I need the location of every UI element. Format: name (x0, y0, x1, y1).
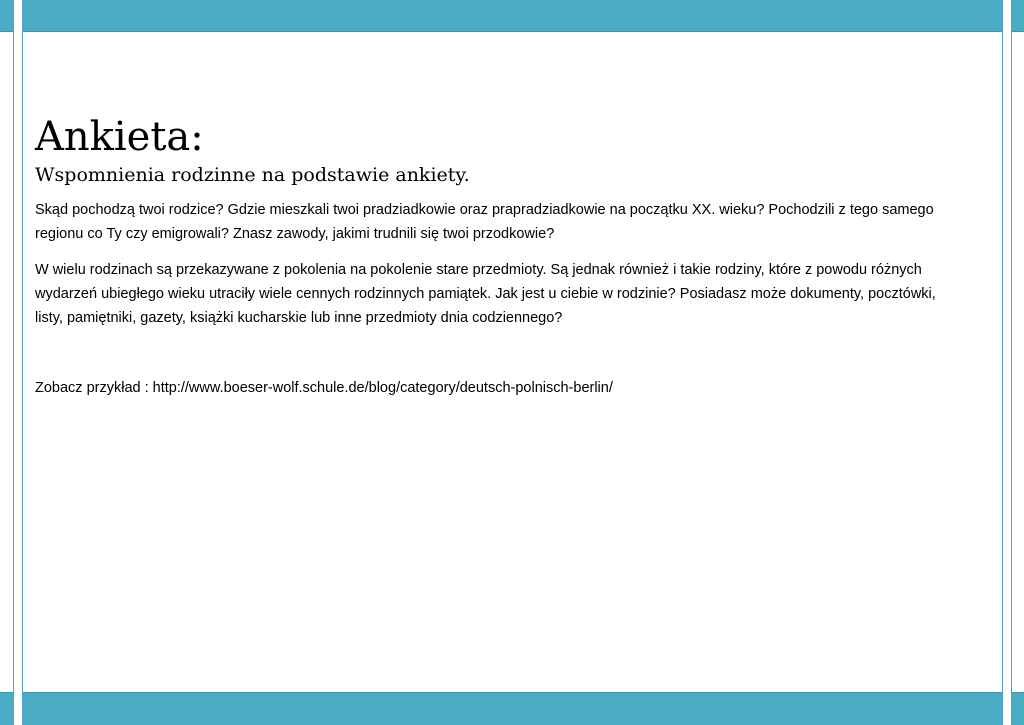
left-border-strip (13, 0, 23, 725)
page-title: Ankieta: (35, 114, 204, 160)
document-body (35, 112, 965, 400)
right-border-strip (1002, 0, 1012, 725)
paragraph-heirlooms: W wielu rodzinach są przekazywane z pokolenia na pokolenie stare przedmioty. Są jednak również i takie rodziny, które z powodu różnych wydarzeń ubiegłego wieku utraciły wiele cennych rodzinnych pamiątek. Jak jest u ciebie w rodzinie? Posiadasz może dokumenty, pocztówki, listy, pamiętniki, gazety, książki kucharskie lub inne przedmioty dnia codziennego? (35, 262, 936, 326)
top-decorative-band (0, 0, 1024, 32)
bottom-decorative-band (0, 692, 1024, 725)
example-link[interactable]: Zobacz przykład : http://www.boeser-wolf.schule.de/blog/category/deutsch-polnisch-berlin/ (35, 380, 613, 396)
page-subtitle: Wspomnienia rodzinne na podstawie ankiety. (35, 164, 470, 186)
paragraph-origins: Skąd pochodzą twoi rodzice? Gdzie mieszkali twoi pradziadkowie oraz prapradziadkowie na początku XX. wieku? Pochodzili z tego samego regionu co Ty czy emigrowali? Znasz zawody, jakimi trudnili się twoi przodkowie? (35, 202, 934, 242)
